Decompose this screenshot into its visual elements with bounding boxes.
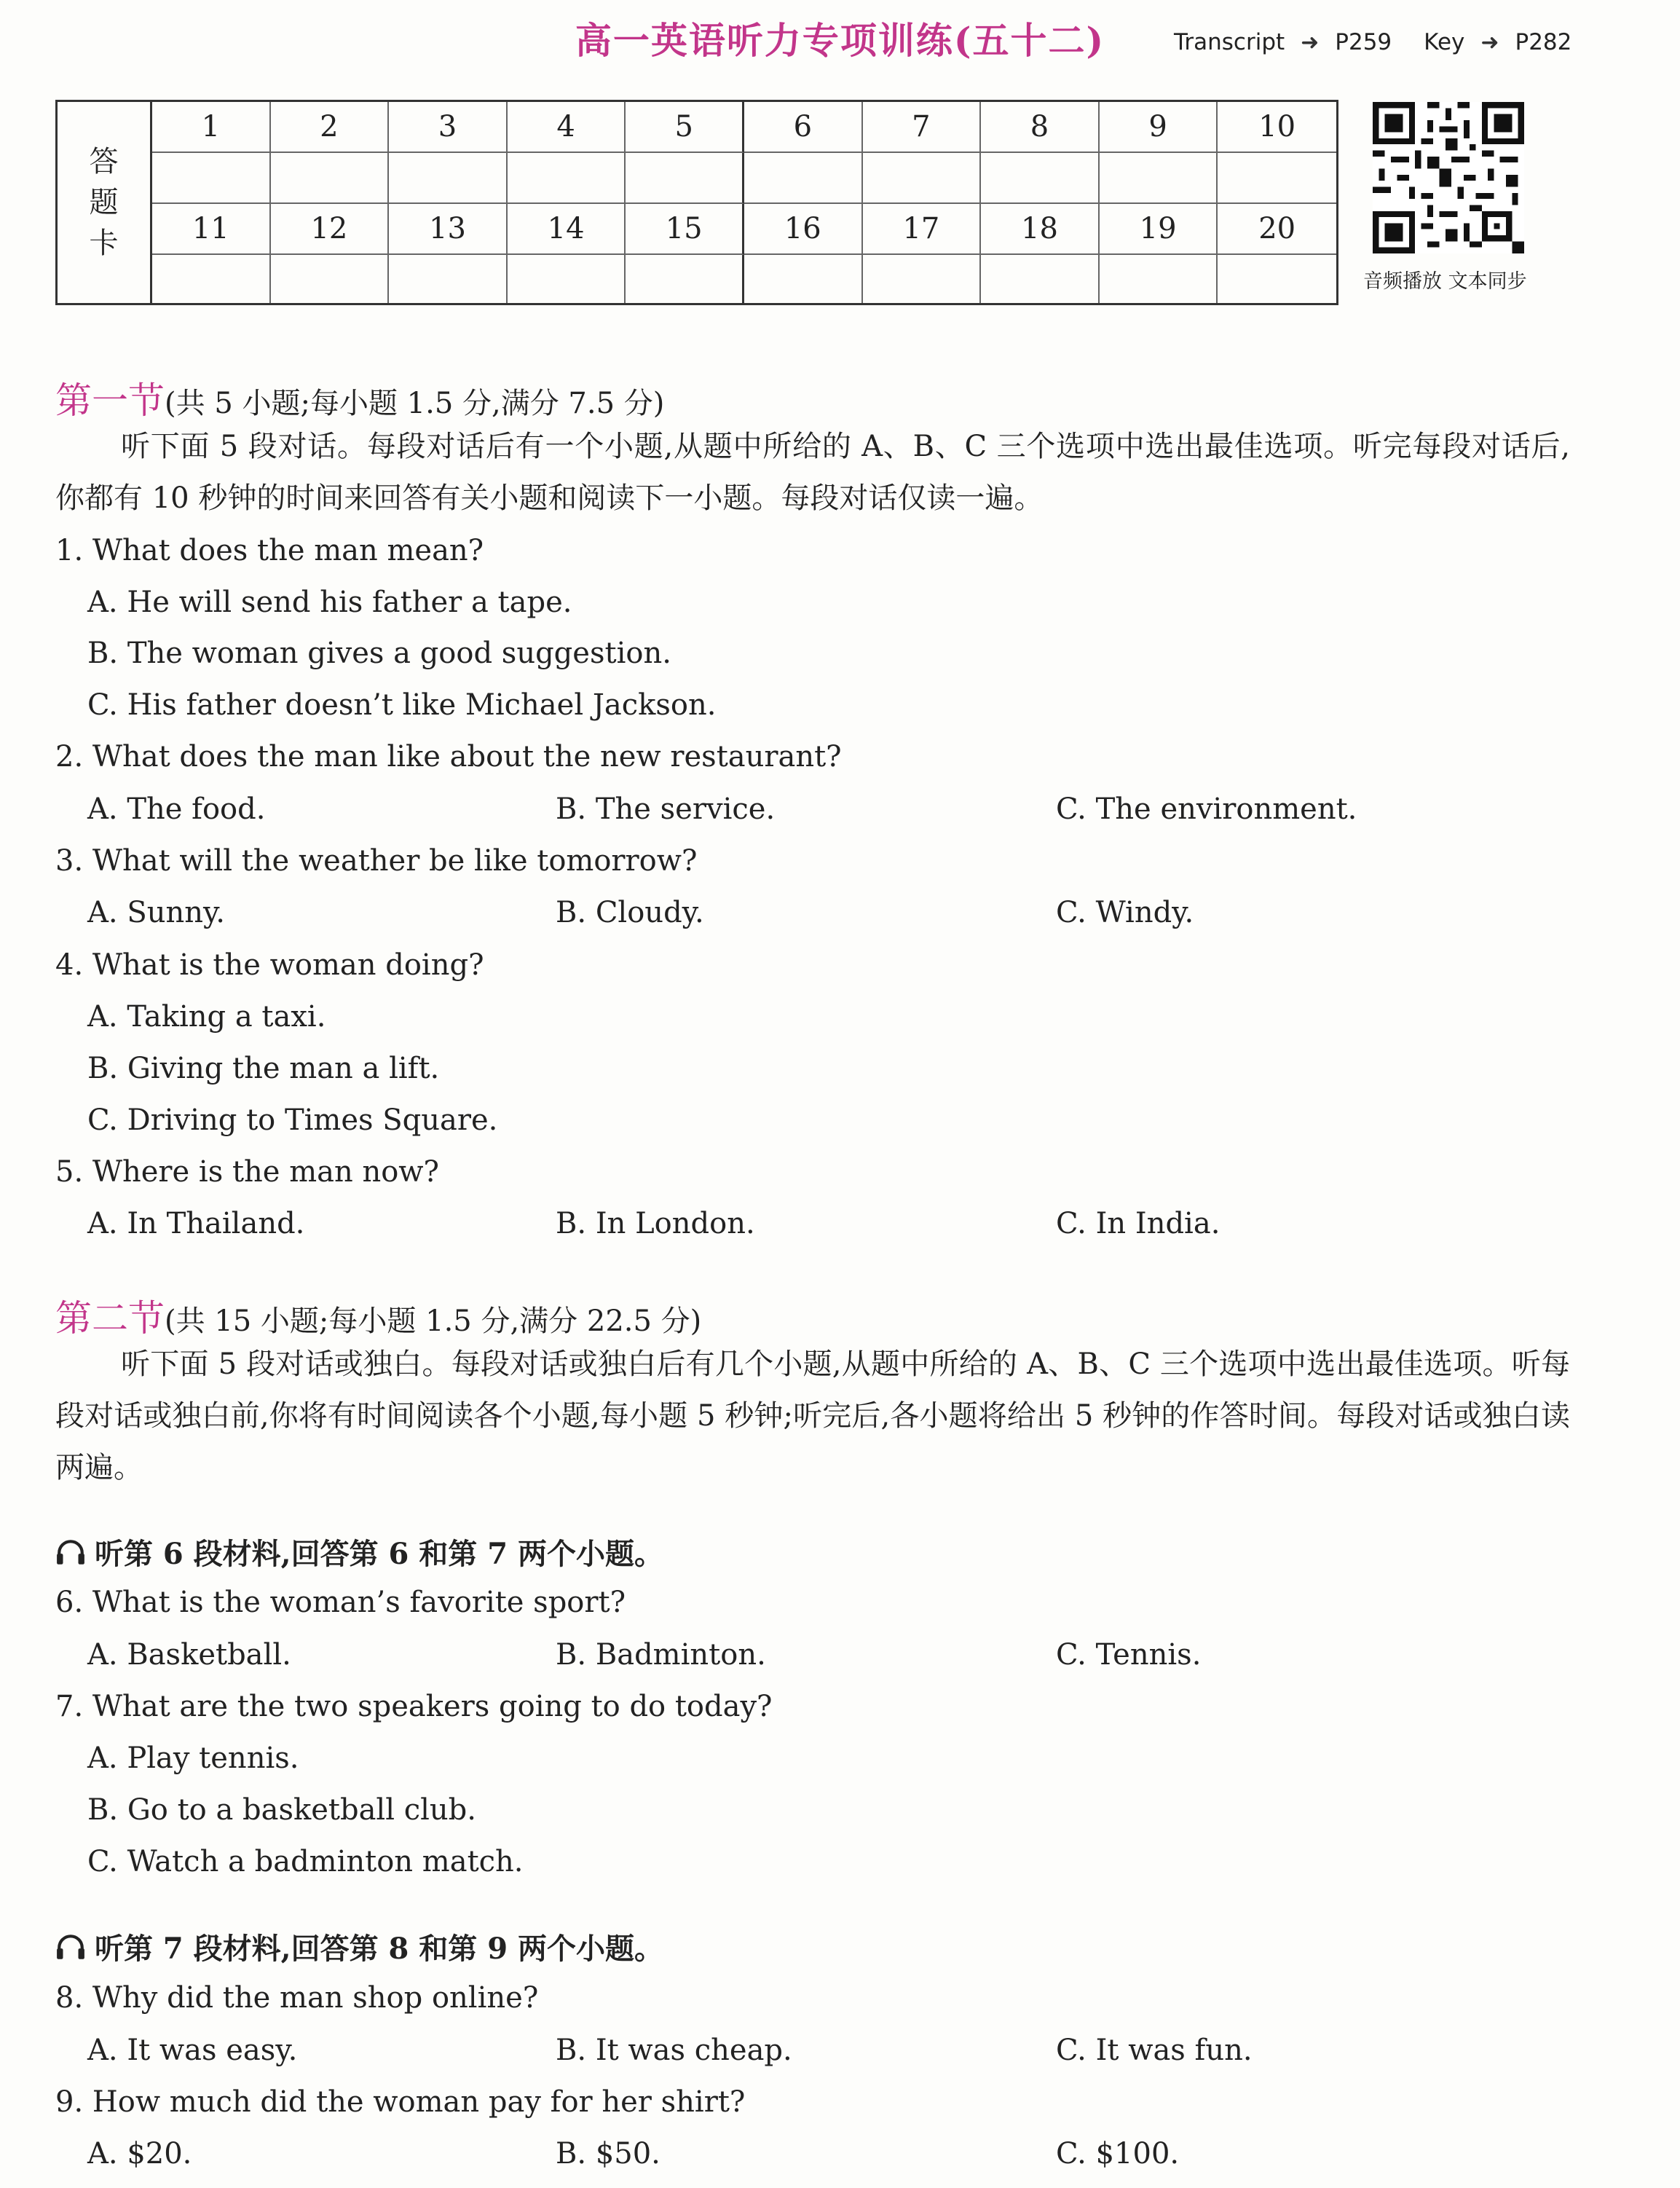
option-4c[interactable]: C. Driving to Times Square. (87, 1103, 498, 1137)
option-2b[interactable]: B. The service. (556, 792, 776, 826)
arrow-right-icon: ➜ (1301, 29, 1320, 55)
page-title: 高一英语听力专项训练(五十二) (575, 19, 1105, 62)
option-6c[interactable]: C. Tennis. (1056, 1638, 1202, 1672)
section-2-name: 第二节 (55, 1297, 165, 1339)
option-8c[interactable]: C. It was fun. (1056, 2034, 1253, 2067)
transcript-label: Transcript (1174, 29, 1285, 55)
question-9: 9. How much did the woman pay for her shirt? (55, 2085, 746, 2119)
section-2-instructions: 听下面 5 段对话或独白。每段对话或独白后有几个小题,从题中所给的 A、B、C 三个选项中选出最佳选项。听每段对话或独白前,你将有时间阅读各个小题,每小题 5 秒钟;听完后,各小题将给出 5 秒钟的作答时间。每段对话或独白读两遍。 (55, 1347, 1570, 1484)
answer-number: 20 (1218, 204, 1336, 255)
answer-number: 4 (508, 102, 626, 153)
option-2c[interactable]: C. The environment. (1056, 792, 1357, 826)
option-1c[interactable]: C. His father doesn’t like Michael Jackson. (87, 688, 717, 722)
answer-blank[interactable] (1100, 153, 1218, 204)
answer-number: 14 (508, 204, 626, 255)
question-4: 4. What is the woman doing? (55, 948, 484, 982)
answer-number: 13 (389, 204, 508, 255)
headphones-icon (55, 1932, 86, 1961)
answer-blank[interactable] (626, 255, 744, 303)
option-9c[interactable]: C. $100. (1056, 2137, 1180, 2171)
answer-number: 12 (271, 204, 390, 255)
answer-blank[interactable] (508, 255, 626, 303)
section-1-instructions: 听下面 5 段对话。每段对话后有一个小题,从题中所给的 A、B、C 三个选项中选出最佳选项。听完每段对话后,你都有 10 秒钟的时间来回答有关小题和阅读下一小题。每段对话仅读一遍。 (55, 430, 1570, 515)
headphones-icon (55, 1538, 86, 1567)
answer-number: 8 (981, 102, 1100, 153)
option-5b[interactable]: B. In London. (556, 1207, 755, 1240)
transcript-page: P259 (1335, 29, 1392, 55)
option-7b[interactable]: B. Go to a basketball club. (87, 1793, 477, 1827)
option-2a[interactable]: A. The food. (87, 792, 266, 826)
option-6a[interactable]: A. Basketball. (87, 1638, 291, 1672)
answer-number: 17 (863, 204, 982, 255)
option-9a[interactable]: A. $20. (87, 2137, 192, 2171)
section-2-heading (55, 1289, 701, 1342)
option-3a[interactable]: A. Sunny. (87, 896, 226, 929)
answer-number: 16 (744, 204, 863, 255)
answer-blank[interactable] (863, 255, 982, 303)
answer-number: 2 (271, 102, 390, 153)
question-7: 7. What are the two speakers going to do today? (55, 1690, 773, 1723)
question-1: 1. What does the man mean? (55, 534, 484, 567)
listen-6-instruction: 听第 6 段材料,回答第 6 和第 7 两个小题。 (55, 1531, 663, 1573)
option-5c[interactable]: C. In India. (1056, 1207, 1220, 1240)
qr-code-icon[interactable] (1373, 102, 1524, 253)
answer-number: 15 (626, 204, 744, 255)
page-references (1174, 29, 1572, 55)
answer-blank[interactable] (863, 153, 982, 204)
answer-card (55, 100, 1338, 305)
option-3c[interactable]: C. Windy. (1056, 896, 1194, 929)
question-2: 2. What does the man like about the new restaurant? (55, 740, 842, 774)
answer-blank[interactable] (271, 153, 390, 204)
question-6: 6. What is the woman’s favorite sport? (55, 1586, 626, 1619)
option-4b[interactable]: B. Giving the man a lift. (87, 1052, 440, 1085)
answer-number: 11 (152, 204, 271, 255)
option-4a[interactable]: A. Taking a taxi. (87, 1000, 326, 1034)
option-1a[interactable]: A. He will send his father a tape. (87, 586, 572, 619)
section-1-heading (55, 371, 664, 424)
option-1b[interactable]: B. The woman gives a good suggestion. (87, 637, 671, 670)
section-1-info: (共 5 小题;每小题 1.5 分,满分 7.5 分) (165, 387, 665, 420)
answer-blank[interactable] (1100, 255, 1218, 303)
answer-blank[interactable] (981, 255, 1100, 303)
answer-number: 5 (626, 102, 744, 153)
option-8a[interactable]: A. It was easy. (87, 2034, 298, 2067)
answer-blank[interactable] (1218, 255, 1336, 303)
option-8b[interactable]: B. It was cheap. (556, 2034, 792, 2067)
key-page: P282 (1515, 29, 1572, 55)
listen-7-instruction: 听第 7 段材料,回答第 8 和第 9 两个小题。 (55, 1926, 663, 1967)
answer-blank[interactable] (271, 255, 390, 303)
answer-blank[interactable] (152, 255, 271, 303)
question-3: 3. What will the weather be like tomorrow? (55, 844, 698, 878)
option-3b[interactable]: B. Cloudy. (556, 896, 704, 929)
answer-number: 7 (863, 102, 982, 153)
answer-blank[interactable] (626, 153, 744, 204)
option-9b[interactable]: B. $50. (556, 2137, 660, 2171)
section-2-info: (共 15 小题;每小题 1.5 分,满分 22.5 分) (165, 1304, 702, 1338)
qr-caption: 音频播放 文本同步 (1363, 270, 1527, 293)
option-7c[interactable]: C. Watch a badminton match. (87, 1845, 524, 1878)
answer-blank[interactable] (981, 153, 1100, 204)
answer-blank[interactable] (389, 255, 508, 303)
answer-number: 19 (1100, 204, 1218, 255)
answer-number: 9 (1100, 102, 1218, 153)
answer-grid (152, 102, 1336, 303)
key-label: Key (1424, 29, 1465, 55)
arrow-right-icon: ➜ (1480, 29, 1499, 55)
answer-number: 3 (389, 102, 508, 153)
answer-blank[interactable] (744, 255, 863, 303)
answer-blank[interactable] (389, 153, 508, 204)
question-5: 5. Where is the man now? (55, 1155, 439, 1189)
section-1-name: 第一节 (55, 379, 165, 422)
answer-blank[interactable] (152, 153, 271, 204)
option-5a[interactable]: A. In Thailand. (87, 1207, 305, 1240)
answer-number: 6 (744, 102, 863, 153)
answer-number: 1 (152, 102, 271, 153)
answer-blank[interactable] (1218, 153, 1336, 204)
question-8: 8. Why did the man shop online? (55, 1981, 539, 2015)
answer-number: 18 (981, 204, 1100, 255)
answer-card-label: 答 题 卡 (58, 102, 152, 303)
option-7a[interactable]: A. Play tennis. (87, 1742, 299, 1775)
answer-blank[interactable] (508, 153, 626, 204)
option-6b[interactable]: B. Badminton. (556, 1638, 766, 1672)
answer-number: 10 (1218, 102, 1336, 153)
answer-blank[interactable] (744, 153, 863, 204)
